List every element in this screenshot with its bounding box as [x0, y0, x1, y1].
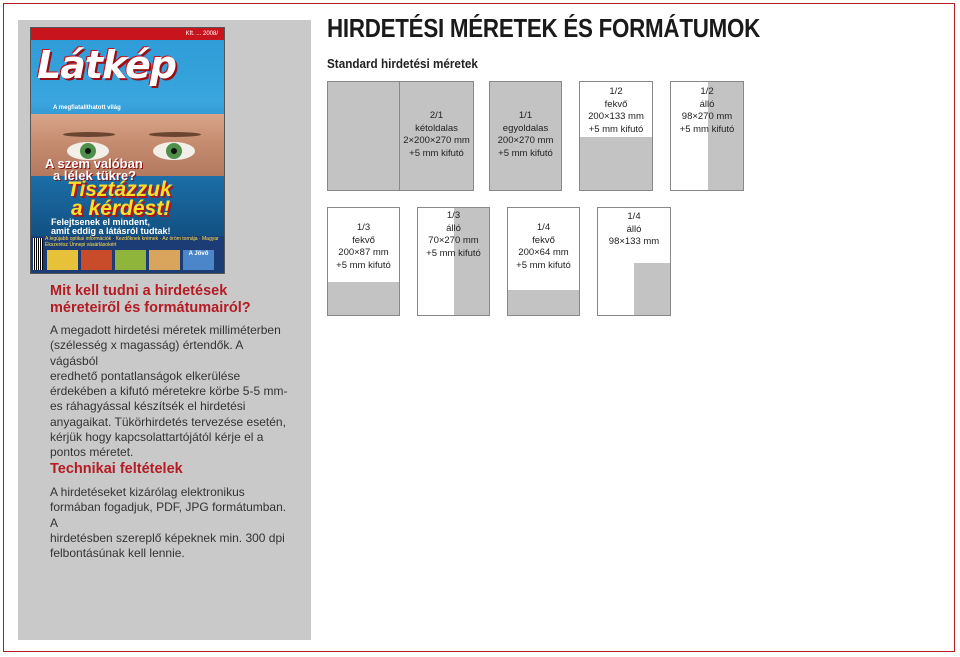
spread-left-page: [327, 81, 400, 191]
ad-format-1-2-fekvo: [579, 81, 653, 191]
section-body-technical: A hirdetéseket kizárólag elektronikus formában fogadjuk, PDF, JPG formátumban. A hirdetésben szereplő képeknek min. 300 dpi felbontásúnak kell lennie.: [50, 485, 287, 561]
page-subtitle: Standard hirdetési méretek: [327, 56, 478, 71]
ad-format-1-4-allo: [597, 207, 671, 316]
cover-logo: Látkép: [37, 43, 176, 87]
ad-format-2-1: [399, 81, 474, 191]
cover-thumb-5: A Jövő: [183, 250, 214, 270]
ad-format-1-2-allo: [670, 81, 744, 191]
cover-strip-text: A legújabb optikai információk · Kezdőknek krémek · Az öröm tornája · Magyar Ékszerész Ünnepi vásárlásokért: [45, 236, 219, 248]
ad-format-label: 1/3 fekvő 200×87 mm +5 mm kifutó: [336, 222, 391, 271]
cover-subtitle: A megfiatalíthatott világ: [53, 105, 121, 111]
ad-format-1-3-fekvo: [327, 207, 400, 316]
right-brow: [149, 132, 201, 137]
cover-thumb-2: [81, 250, 112, 270]
cover-topline: Kft. ... 2008/: [31, 28, 224, 40]
cover-headline-1: A szem valóban a lélek tükre?: [45, 156, 143, 183]
cover-thumb-1: [47, 250, 78, 270]
ad-format-1-1: [489, 81, 562, 191]
page-title: HIRDETÉSI MÉRETEK ÉS FORMÁTUMOK: [327, 13, 761, 43]
cover-thumb-3: [115, 250, 146, 270]
ad-format-label: 1/4 álló 98×133 mm: [608, 211, 660, 247]
barcode-icon: [33, 238, 43, 270]
left-brow: [63, 132, 115, 137]
ad-format-1-3-allo: [417, 207, 490, 316]
ad-format-label: 1/4 fekvő 200×64 mm +5 mm kifutó: [516, 222, 571, 271]
ad-format-label: 1/3 álló 70×270 mm +5 mm kifutó: [426, 210, 481, 259]
right-eye: [153, 142, 195, 160]
ad-format-1-4-fekvo: [507, 207, 580, 316]
ad-format-label: 1/2 fekvő 200×133 mm +5 mm kifutó: [588, 86, 644, 135]
section-title-technical: Technikai feltételek: [50, 461, 183, 477]
magazine-cover: [30, 27, 225, 274]
cover-thumb-4: [149, 250, 180, 270]
section-body-sizes: A megadott hirdetési méretek milliméterben (szélesség x magasság) értendők. A vágásból eredhető pontatlanságok elkerülése érdekében a kifutó méretekre körbe 5-5 mm- es ráhagyással készítsék el hirdetési anyagaikat. Tükörhirdetés tervezése esetén, kérjük hogy kapcsolattartójától kérje el a pontos méretet.: [50, 323, 288, 460]
section-title-sizes: Mit kell tudni a hirdetések méreteiről és formátumairól?: [50, 283, 251, 316]
ad-format-label: 2/1 kétoldalas 2×200×270 mm +5 mm kifutó: [403, 110, 470, 159]
cover-headline-3: Felejtsenek el mindent, amit eddig a látásról tudtak!: [51, 217, 171, 236]
cover-headline-2: Tisztázzuk a kérdést!: [67, 178, 172, 220]
ad-format-label: 1/2 álló 98×270 mm +5 mm kifutó: [679, 86, 735, 135]
ad-format-label: 1/1 egyoldalas 200×270 mm +5 mm kifutó: [497, 110, 554, 159]
